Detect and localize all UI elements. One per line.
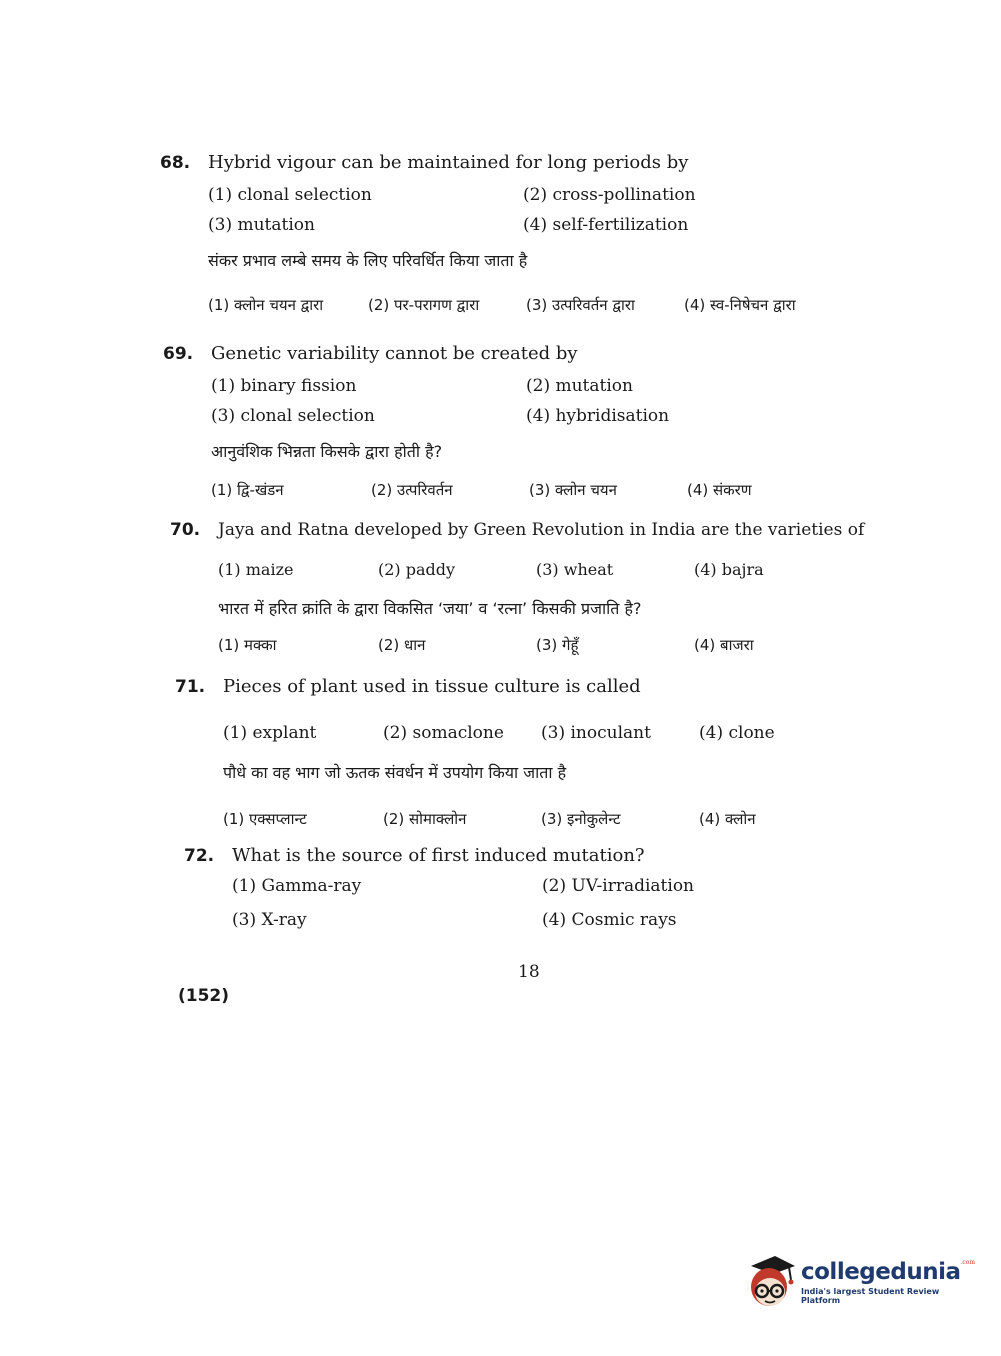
option-1: (1) clonal selection [208, 185, 372, 205]
option-2: (2) cross-pollination [523, 185, 696, 205]
hindi-option-1: (1) मक्का [218, 636, 277, 654]
hindi-option-2: (2) सोमाक्लोन [383, 810, 467, 828]
hindi-question-text: भारत में हरित क्रांति के द्वारा विकसित ‘जया’ व ‘रत्ना’ किसकी प्रजाति है? [218, 599, 642, 618]
hindi-option-4: (4) क्लोन [699, 810, 756, 828]
hindi-option-2: (2) धान [378, 636, 426, 654]
option-4: (4) bajra [694, 560, 764, 579]
question-text: Pieces of plant used in tissue culture is called [223, 676, 641, 697]
collegedunia-logo [745, 1252, 975, 1312]
question-number: 69. [163, 344, 194, 364]
option-4: (4) clone [699, 723, 775, 743]
option-3: (3) clonal selection [211, 406, 375, 426]
hindi-option-3: (3) क्लोन चयन [529, 481, 617, 499]
question-69 [163, 343, 883, 500]
question-70 [170, 520, 870, 655]
option-2: (2) UV-irradiation [542, 876, 695, 896]
option-4: (4) hybridisation [526, 406, 670, 426]
logo-name: collegedunia [801, 1259, 961, 1285]
question-text: Jaya and Ratna developed by Green Revolution in India are the varieties of [218, 520, 865, 540]
hindi-option-4: (4) बाजरा [694, 636, 754, 654]
question-number: 70. [170, 520, 201, 540]
hindi-option-3: (3) गेहूँ [536, 636, 579, 654]
option-4: (4) self-fertilization [523, 215, 689, 235]
hindi-options [218, 635, 870, 655]
question-number: 71. [175, 677, 206, 697]
option-2: (2) somaclone [383, 723, 504, 743]
page-number: 18 [518, 962, 540, 982]
paper-code: (152) [178, 986, 230, 1006]
options [208, 185, 880, 235]
hindi-option-2: (2) पर-परागण द्वारा [368, 296, 480, 314]
hindi-question-text: संकर प्रभाव लम्बे समय के लिए परिवर्धित किया जाता है [208, 251, 528, 270]
option-2: (2) mutation [526, 376, 633, 396]
option-1: (1) maize [218, 560, 294, 579]
option-4: (4) Cosmic rays [542, 910, 677, 930]
options [218, 560, 870, 579]
hindi-options [211, 480, 883, 500]
options [232, 876, 884, 930]
hindi-option-4: (4) संकरण [687, 481, 752, 499]
option-1: (1) binary fission [211, 376, 357, 396]
hindi-option-1: (1) द्वि-खंडन [211, 481, 284, 499]
question-68 [160, 152, 880, 315]
question-72 [184, 845, 884, 930]
option-1: (1) Gamma-ray [232, 876, 362, 896]
mascot-icon [745, 1254, 797, 1310]
logo-tm: .com [960, 1259, 976, 1266]
option-3: (3) X-ray [232, 910, 307, 930]
option-3: (3) inoculant [541, 723, 651, 743]
question-number: 68. [160, 153, 191, 173]
hindi-option-1: (1) क्लोन चयन द्वारा [208, 296, 324, 314]
question-text: What is the source of first induced mutation? [232, 845, 645, 866]
option-3: (3) mutation [208, 215, 315, 235]
hindi-option-3: (3) इनोकुलेन्ट [541, 810, 621, 828]
option-1: (1) explant [223, 723, 317, 743]
hindi-options [208, 295, 880, 315]
hindi-option-4: (4) स्व-निषेचन द्वारा [684, 296, 796, 314]
question-number: 72. [184, 846, 215, 866]
logo-tagline: India's largest Student Review Platform [801, 1287, 940, 1305]
question-71 [175, 676, 875, 829]
hindi-option-2: (2) उत्परिवर्तन [371, 481, 453, 499]
hindi-question-text: आनुवंशिक भिन्नता किसके द्वारा होती है? [211, 442, 443, 461]
option-2: (2) paddy [378, 560, 456, 579]
options [211, 376, 883, 426]
hindi-question-text: पौधे का वह भाग जो ऊतक संवर्धन में उपयोग किया जाता है [223, 763, 567, 782]
question-text: Genetic variability cannot be created by [211, 343, 578, 364]
hindi-option-3: (3) उत्परिवर्तन द्वारा [526, 296, 635, 314]
option-3: (3) wheat [536, 560, 614, 579]
hindi-options [223, 809, 875, 829]
options [223, 723, 875, 743]
question-text: Hybrid vigour can be maintained for long periods by [208, 152, 689, 173]
hindi-option-1: (1) एक्सप्लान्ट [223, 810, 307, 828]
